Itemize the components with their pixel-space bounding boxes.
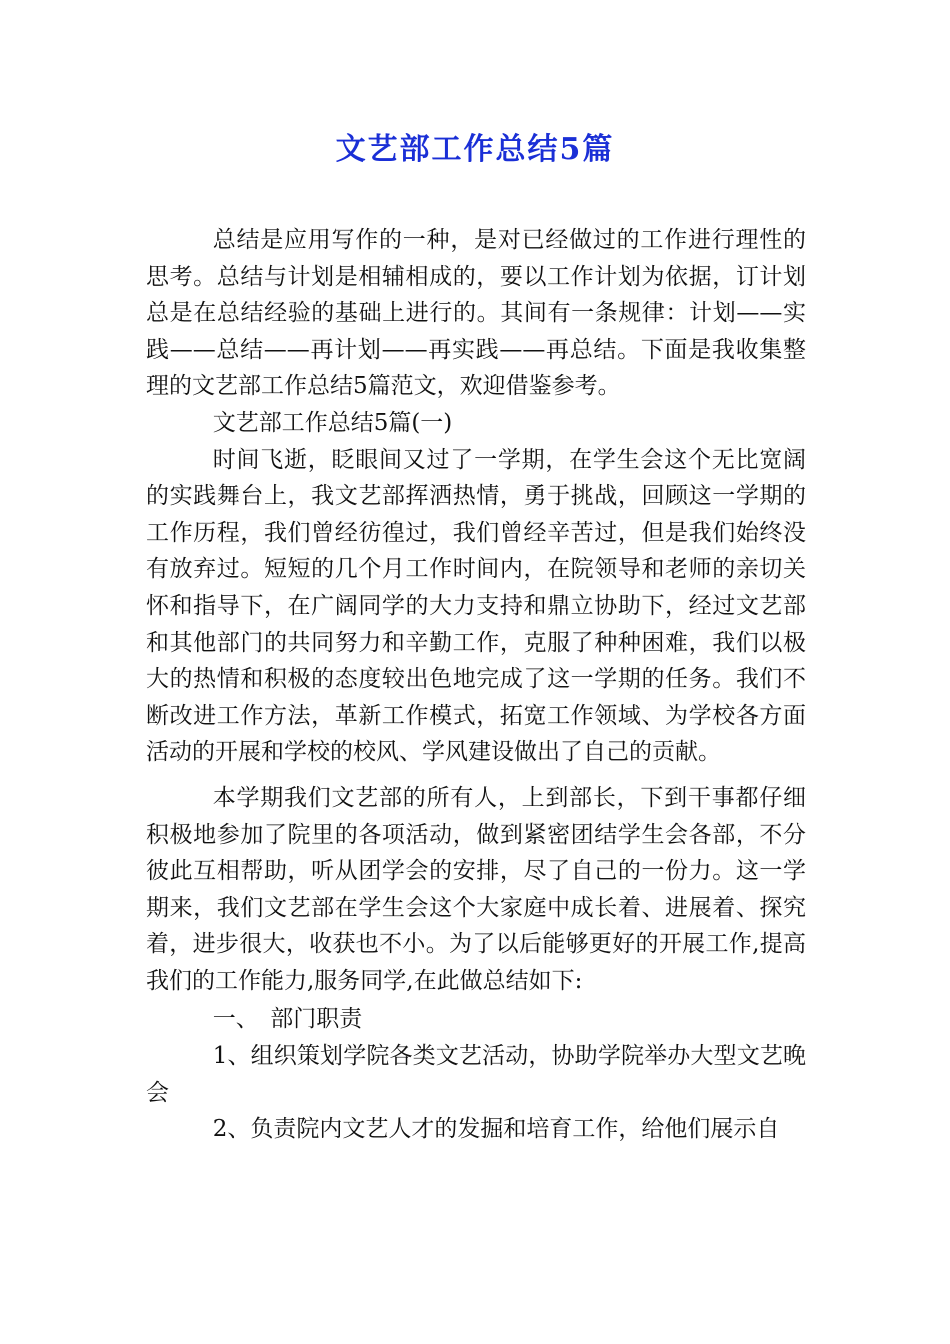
- list-item: 1、组织策划学院各类文艺活动，协助学院举办大型文艺晚会: [146, 1043, 806, 1106]
- body-paragraph: 时间飞逝，眨眼间又过了一学期，在学生会这个无比宽阔的实践舞台上，我文艺部挥洒热情，勇于挑战，回顾这一学期的工作历程，我们曾经彷徨过，我们曾经辛苦过，但是我们始终没有放弃过。短短的几个月工作时间内，在院领导和老师的亲切关怀和指导下，在广阔同学的大力支持和鼎立协助下，经过文艺部和其他部门的共同努力和辛勤工作，克服了种种困难，我们以极大的热情和积极的态度较出色地完成了这一学期的任务。我们不断改进工作方法，革新工作模式，拓宽工作领域、为学校各方面活动的开展和学校的校风、学风建设做出了自己的贡献。: [146, 446, 806, 766]
- document-title: 文艺部工作总结5篇: [335, 132, 615, 167]
- section-heading: 文艺部工作总结5篇(一): [212, 409, 453, 436]
- intro-paragraph: 总结是应用写作的一种，是对已经做过的工作进行理性的思考。总结与计划是相辅相成的，要以工作计划为依据，订计划总是在总结经验的基础上进行的。其间有一条规律：计划——实践——总结——再计划——再实践——再总结。下面是我收集整理的文艺部工作总结5篇范文，欢迎借鉴参考。: [146, 227, 806, 400]
- document-body: [146, 222, 806, 1148]
- body-paragraph: 本学期我们文艺部的所有人，上到部长，下到干事都仔细积极地参加了院里的各项活动，做到紧密团结学生会各部，不分彼此互相帮助，听从团学会的安排，尽了自己的一份力。这一学期来，我们文艺部在学生会这个大家庭中成长着、进展着、探究着，进步很大，收获也不小。为了以后能够更好的开展工作,提高我们的工作能力,服务同学,在此做总结如下:: [146, 784, 806, 994]
- list-heading: 一、 部门职责: [212, 1006, 363, 1033]
- list-item: 2、负责院内文艺人才的发掘和培育工作，给他们展示自: [212, 1116, 780, 1143]
